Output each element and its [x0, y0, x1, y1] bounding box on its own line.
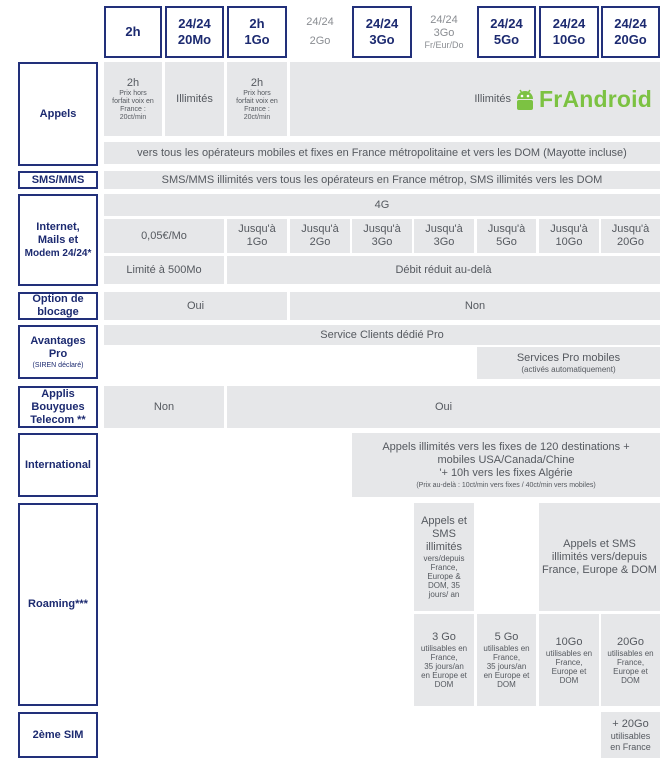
roaming-line: DOM [621, 675, 640, 685]
appels-cell-line: Prix hors [243, 89, 271, 97]
column-header-line1: 2h [125, 24, 141, 39]
column-header-line1: 24/24 [490, 16, 523, 31]
roaming-line: Europe et [551, 666, 587, 676]
internet-cell-value: 3Go [371, 236, 393, 248]
roaming-cell-appels-sms-wide [539, 503, 660, 611]
appels-cell-heading: 2h [250, 76, 264, 89]
roaming-line: France, [616, 657, 645, 667]
row-label-line2: Bouygues [31, 400, 85, 413]
row-label-sms [18, 171, 98, 189]
row-label-text: International [24, 458, 91, 471]
roaming-line: utilisables en [607, 648, 654, 658]
column-header-20mo [165, 6, 224, 58]
roaming-line: France, [430, 563, 458, 572]
international-line2: mobiles USA/Canada/Chine [437, 453, 575, 466]
row-label-text: 2ème SIM [32, 728, 84, 741]
internet-cell-jusqua: Jusqu'à [550, 223, 588, 235]
internet-cell-jusqua: Jusqu'à [611, 223, 650, 235]
blocage-cell-oui [104, 292, 287, 320]
internet-cell-text: 0,05€/Mo [141, 229, 187, 242]
internet-cell-jusqua: Jusqu'à [425, 223, 463, 235]
column-header-line1: 24/24 [552, 16, 586, 31]
applis-cell-oui [227, 386, 660, 428]
column-header-line1: 24/24 [614, 16, 647, 31]
internet-cell-debit [227, 256, 660, 284]
row-label-internet [18, 194, 98, 286]
appels-bottom-band [104, 142, 660, 164]
row-label-line2: blocage [37, 306, 79, 318]
appels-cell-line: France : [120, 105, 146, 113]
roaming-line: Appels et SMS [563, 537, 636, 550]
roaming-cell-5go [477, 614, 536, 706]
row-label-line3: Telecom ** [30, 413, 86, 426]
column-header-5go [477, 6, 536, 58]
internet-cell-jusqua: Jusqu'à [363, 223, 401, 235]
column-header-line3: Fr/Eur/Do [424, 40, 464, 50]
sim-line2: utilisables [610, 730, 651, 741]
column-header-2h [104, 6, 162, 58]
roaming-line: 35 jours/an [486, 662, 527, 671]
roaming-cell-3go [414, 614, 474, 706]
row-label-text: Roaming*** [28, 598, 88, 610]
column-header-10go [539, 6, 599, 58]
international-line3: '+ 10h vers les fixes Algérie [439, 466, 573, 479]
sms-band [104, 171, 660, 189]
roaming-line: utilisables en [545, 648, 593, 658]
internet-cell-5go [477, 219, 536, 253]
column-header-line2: 20Mo [177, 32, 212, 47]
column-header-3go-fr-eur-do [414, 6, 474, 58]
appels-bottom-text: vers tous les opérateurs mobiles et fixes en France métropolitaine et vers les DOM (Mayotte incluse) [137, 146, 627, 159]
appels-cell-line: France : [244, 105, 270, 113]
sim-line3: en France [610, 741, 651, 752]
internet-cell-jusqua: Jusqu'à [301, 223, 339, 235]
column-header-1go [227, 6, 287, 58]
appels-cell-line: Prix hors [119, 89, 147, 97]
roaming-line: Europe & [427, 572, 461, 581]
applis-non-text: Non [153, 400, 175, 413]
internet-cell-value: 20Go [617, 236, 644, 248]
avantages-mobiles-text: Services Pro mobiles [516, 352, 621, 364]
column-header-line2: 3Go [369, 32, 395, 47]
appels-cell-heading: 2h [126, 76, 140, 89]
row-label-line1: Avantages [30, 334, 86, 347]
android-head-icon [514, 87, 536, 111]
blocage-cell-non [290, 292, 660, 320]
roaming-line: DOM, 35 [427, 581, 460, 590]
appels-cell-2h [104, 62, 162, 136]
roaming-line: 35 jours/an [424, 662, 464, 671]
column-header-3go [352, 6, 412, 58]
international-cell [352, 433, 660, 497]
roaming-line: France, [555, 657, 583, 667]
appels-cell-line: 20ct/min [243, 113, 271, 121]
roaming-line: DOM [559, 675, 579, 685]
blocage-oui-text: Oui [186, 299, 205, 312]
column-header-line2: 2Go [309, 35, 331, 47]
internet-cell-jusqua: Jusqu'à [238, 223, 276, 235]
roaming-line: jours/ an [428, 590, 460, 599]
applis-cell-non [104, 386, 224, 428]
row-label-line2: Mails et [37, 233, 79, 246]
row-label-2eme-sim [18, 712, 98, 758]
appels-cell-line: forfait voix en [236, 97, 278, 105]
roaming-line: illimités vers/depuis [551, 550, 648, 563]
internet-cell-3go-fr [414, 219, 474, 253]
roaming-line: en Europe et [421, 671, 467, 680]
internet-4g-text: 4G [374, 198, 390, 211]
internet-cell-value: 10Go [555, 236, 583, 248]
internet-limite-text: Limité à 500Mo [126, 263, 202, 276]
international-line1: Appels illimités vers les fixes de 120 destinations + [382, 440, 630, 453]
column-header-line2: 20Go [614, 32, 647, 47]
appels-cell-illimites [165, 62, 224, 136]
frandroid-logo [474, 87, 652, 111]
roaming-cell-20go [601, 614, 660, 706]
internet-cell-value: 5Go [496, 236, 517, 248]
appels-cell-text: Illimités [176, 92, 213, 105]
row-label-line1: Option de [32, 293, 84, 305]
internet-cell-2go [290, 219, 350, 253]
blocage-non-text: Non [464, 299, 486, 312]
row-label-text: SMS/MMS [31, 173, 85, 186]
row-label-international [18, 433, 98, 497]
column-header-line2: 3Go [433, 27, 455, 39]
column-header-line1: 24/24 [306, 16, 334, 28]
internet-cell-jusqua: Jusqu'à [487, 223, 526, 235]
roaming-data-heading: 3 Go [432, 631, 456, 643]
column-header-20go [601, 6, 660, 58]
internet-debit-text: Débit réduit au-delà [395, 263, 492, 276]
avantages-service-band [104, 325, 660, 345]
internet-cell-value: 1Go [246, 236, 268, 248]
roaming-line: France, [430, 653, 458, 662]
sim-cell-20go [601, 712, 660, 758]
roaming-data-heading: 10Go [555, 635, 583, 648]
roaming-cell-10go [539, 614, 599, 706]
row-label-applis [18, 386, 98, 428]
column-header-line1: 24/24 [178, 16, 211, 31]
roaming-data-heading: 20Go [617, 635, 644, 648]
column-header-2go [290, 6, 350, 58]
row-label-roaming [18, 503, 98, 706]
avantages-service-text: Service Clients dédié Pro [320, 328, 444, 341]
row-label-appels [18, 62, 98, 166]
internet-cell-10go [539, 219, 599, 253]
roaming-line: en Europe et [483, 671, 530, 680]
internet-cell-value: 2Go [309, 236, 331, 248]
row-label-line2: Pro [48, 347, 68, 360]
roaming-data-heading: 5 Go [494, 631, 519, 643]
column-header-line2: 1Go [244, 32, 270, 47]
internet-cell-0-05 [104, 219, 224, 253]
column-header-line2: 10Go [552, 32, 586, 47]
internet-cell-20go [601, 219, 660, 253]
column-header-line1: 24/24 [430, 14, 458, 26]
column-header-line1: 2h [249, 16, 265, 31]
avantages-mobiles-cell [477, 347, 660, 379]
row-label-line1: Internet, [36, 220, 80, 233]
row-label-line1: Applis [41, 387, 75, 400]
roaming-line: France, [492, 653, 521, 662]
row-label-avantages [18, 325, 98, 379]
roaming-line: DOM [434, 680, 454, 689]
roaming-line: Europe et [613, 666, 648, 676]
frandroid-logo-text: FrAndroid [539, 85, 652, 112]
appels-cell-2h-1go [227, 62, 287, 136]
internet-cell-1go [227, 219, 287, 253]
roaming-line: illimités [425, 541, 463, 553]
roaming-line: vers/depuis [423, 554, 465, 563]
roaming-line: SMS [432, 528, 456, 540]
international-line4: (Prix au-delà : 10ct/min vers fixes / 40ct/min vers mobiles) [416, 481, 596, 489]
appels-cell-line: 20ct/min [119, 113, 147, 121]
roaming-line: France, Europe & DOM [542, 563, 657, 576]
row-label-line3: (SIREN déclaré) [32, 361, 84, 369]
row-label-line3: Modem 24/24* [24, 247, 92, 259]
appels-cell-illimites-wide [290, 62, 660, 136]
applis-oui-text: Oui [434, 400, 453, 413]
row-label-text: Appels [39, 107, 77, 120]
roaming-cell-appels-sms [414, 503, 474, 611]
roaming-line: utilisables en [420, 644, 468, 653]
internet-cell-limite [104, 256, 224, 284]
internet-4g-band [104, 194, 660, 216]
roaming-line: utilisables en [483, 644, 530, 653]
appels-illimites-text: Illimités [474, 92, 512, 105]
sms-text: SMS/MMS illimités vers tous les opérateurs en France métrop, SMS illimités vers les DOM [161, 173, 603, 186]
column-header-line2: 5Go [493, 32, 520, 47]
avantages-auto-text: (activés automatiquement) [521, 365, 616, 374]
internet-cell-3go [352, 219, 412, 253]
row-label-blocage [18, 292, 98, 320]
sim-line1: + 20Go [612, 717, 649, 730]
internet-cell-value: 3Go [433, 236, 455, 248]
roaming-line: Appels et [421, 515, 467, 527]
column-header-line1: 24/24 [365, 16, 399, 31]
roaming-line: DOM [497, 680, 516, 689]
appels-cell-line: forfait voix en [112, 97, 154, 105]
